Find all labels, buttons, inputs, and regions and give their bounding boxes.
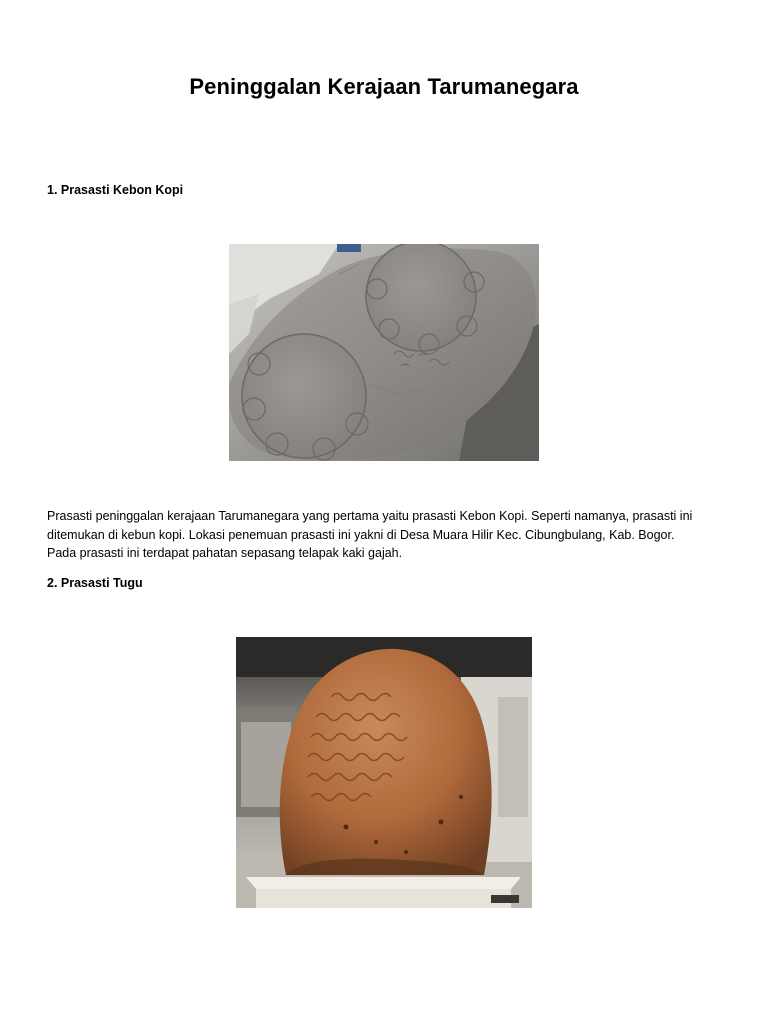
paragraph-line: Prasasti peninggalan kerajaan Tarumanegara yang pertama yaitu prasasti Kebon Kopi. Seperti namanya, prasasti ini xyxy=(47,509,693,523)
page-title: Peninggalan Kerajaan Tarumanegara xyxy=(189,74,579,99)
section-paragraph-kebon-kopi xyxy=(47,507,727,563)
paragraph-line: ditemukan di kebun kopi. Lokasi penemuan prasasti ini yakni di Desa Muara Hilir Kec. Cibungbulang, Kab. Bogor. xyxy=(47,527,675,542)
section-heading-tugu: 2. Prasasti Tugu xyxy=(47,576,143,590)
prasasti-kebon-kopi-image xyxy=(229,244,539,461)
paragraph-line: Pada prasasti ini terdapat pahatan sepasang telapak kaki gajah. xyxy=(47,546,403,560)
section-heading-kebon-kopi: 1. Prasasti Kebon Kopi xyxy=(47,183,184,197)
prasasti-tugu-image xyxy=(236,637,532,908)
